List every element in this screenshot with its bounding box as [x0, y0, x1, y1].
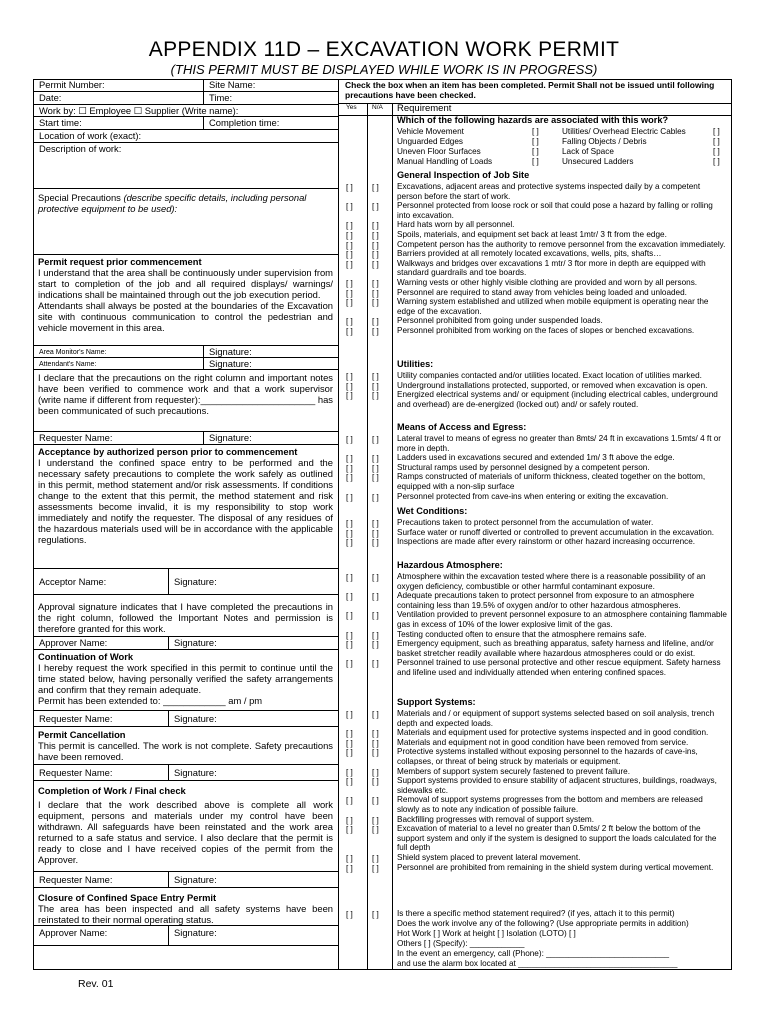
- yes-checkbox[interactable]: [ ]: [346, 738, 353, 748]
- general-requirement: Personnel prohibited from working on the faces of slopes or benched excavations.: [397, 326, 695, 335]
- yes-checkbox[interactable]: [ ]: [346, 372, 353, 381]
- completion-time-field[interactable]: Completion time:: [209, 117, 280, 128]
- hazard-item: Uneven Floor Surfaces: [397, 147, 481, 156]
- cancellation-text: This permit is cancelled. The work is not complete. Safety precautions have been removed.: [38, 740, 333, 762]
- date-row: [33, 92, 338, 105]
- closure-heading: Closure of Confined Space Entry Permit: [38, 892, 217, 903]
- na-checkbox[interactable]: [ ]: [372, 391, 379, 401]
- na-checkbox[interactable]: [ ]: [372, 640, 379, 650]
- access-requirement: Structural ramps used by personnel designed by a competent person.: [397, 462, 650, 472]
- na-checkbox[interactable]: [ ]: [372, 538, 379, 548]
- attendant-signature[interactable]: Signature:: [209, 358, 252, 369]
- support-requirement: Support systems provided to ensure stability of adjacent structures, buildings, roadways, sidewalks etc.: [397, 776, 717, 795]
- yes-checkbox[interactable]: [ ]: [346, 910, 353, 919]
- requester-signature-4[interactable]: Signature:: [174, 874, 217, 885]
- utilities-heading: Utilities:: [397, 359, 434, 369]
- acceptor-name-field[interactable]: Acceptor Name:: [39, 576, 107, 587]
- yes-checkbox[interactable]: [ ]: [346, 854, 353, 863]
- support-requirement: Materials and / or equipment of support systems selected based on soil analysis, trench depth and expected loads.: [397, 709, 715, 728]
- yes-checkbox[interactable]: [ ]: [346, 519, 353, 528]
- na-checkbox[interactable]: [ ]: [372, 528, 379, 538]
- na-column: [367, 103, 393, 970]
- yes-checkbox[interactable]: [ ]: [346, 573, 353, 582]
- yes-checkbox[interactable]: [ ]: [346, 640, 353, 650]
- atmosphere-requirement: Personnel trained to use personal protective and other rescue equipment. Safety harness and lifeline used and individually attended when entering confined spaces.: [397, 658, 721, 677]
- closure-text: The area has been inspected and all safety systems have been reinstated to their normal operating status.: [38, 903, 333, 925]
- yes-checkbox[interactable]: [ ]: [346, 473, 353, 483]
- special-precautions-label: Special Precautions: [38, 192, 124, 203]
- yes-checkbox[interactable]: [ ]: [346, 538, 353, 548]
- yes-checkbox[interactable]: [ ]: [346, 391, 353, 401]
- utilities-requirement: Energized electrical systems and/ or equipment (including electrical cables, underground and overhead) are de-energized (locked out) and/ or safely routed.: [397, 390, 718, 409]
- permit-number-row: [33, 79, 338, 92]
- permit-type-options[interactable]: Hot Work [ ] Work at height [ ] Isolation (LOTO) [ ]: [397, 929, 576, 938]
- na-checkbox[interactable]: [ ]: [372, 240, 379, 250]
- date-field[interactable]: Date:: [39, 92, 62, 103]
- others-specify-field[interactable]: Others [ ] (Specify): ____________: [397, 939, 525, 948]
- na-checkbox[interactable]: [ ]: [372, 854, 379, 863]
- wet-heading: Wet Conditions:: [397, 506, 468, 516]
- approver-name-field-1[interactable]: Approver Name:: [39, 637, 108, 648]
- access-requirement: Ladders used in excavations secured and extended 1m/ 3 ft above the edge.: [397, 453, 675, 463]
- na-checkbox[interactable]: [ ]: [372, 435, 379, 444]
- support-requirement: Backfilling progresses with removal of support system.: [397, 814, 595, 824]
- na-checkbox[interactable]: [ ]: [372, 910, 379, 919]
- support-heading: Support Systems:: [397, 697, 476, 707]
- na-checkbox[interactable]: [ ]: [372, 463, 379, 473]
- acceptance-section: [33, 445, 338, 569]
- area-monitor-signature[interactable]: Signature:: [209, 346, 252, 357]
- utilities-requirement: Underground installations protected, supported, or removed when excavation is open.: [397, 380, 708, 390]
- location-row: [33, 130, 338, 143]
- na-checkbox[interactable]: [ ]: [372, 710, 379, 719]
- approver-row-2: [33, 926, 338, 946]
- declare-text: I declare that the precautions on the right column and important notes have been verified to commence work and that a work supervisor (write name if different from requester):______________________ has been communicated of such precautions.: [38, 372, 333, 416]
- support-requirement: Excavation of material to a level no greater than 0.5mts/ 2 ft below the bottom of the support system and only if the system is designed to support the loads calculated for the full depth: [397, 824, 717, 853]
- general-requirement: Personnel protected from loose rock or soil that could pose a hazard by falling or rolling into excavation.: [397, 201, 713, 220]
- hazard-checkbox[interactable]: [ ]: [713, 127, 720, 136]
- extended-field[interactable]: Permit has been extended to: ____________ am / pm: [38, 695, 263, 706]
- cancellation-section: [33, 727, 338, 765]
- site-name-field[interactable]: Site Name:: [209, 79, 256, 90]
- requester-name-field-2[interactable]: Requester Name:: [39, 713, 113, 724]
- na-checkbox[interactable]: [ ]: [372, 259, 379, 269]
- yes-checkbox[interactable]: [ ]: [346, 815, 353, 825]
- yes-header: Yes: [346, 104, 357, 111]
- general-requirement: Barriers provided at all remotely located excavations, wells, pits, shafts…: [397, 249, 662, 259]
- support-requirement: Materials and equipment used for protective systems inspected and in good condition.: [397, 728, 709, 738]
- yes-checkbox[interactable]: [ ]: [346, 528, 353, 538]
- yes-checkbox[interactable]: [ ]: [346, 796, 353, 806]
- yes-checkbox[interactable]: [ ]: [346, 317, 353, 327]
- approver-signature-1[interactable]: Signature:: [174, 637, 217, 648]
- requester-row-3: [33, 765, 338, 781]
- acceptor-signature[interactable]: Signature:: [174, 576, 217, 587]
- na-checkbox[interactable]: [ ]: [372, 611, 379, 621]
- hazard-checkbox[interactable]: [ ]: [713, 157, 720, 166]
- na-checkbox[interactable]: [ ]: [372, 288, 379, 298]
- na-checkbox[interactable]: [ ]: [372, 738, 379, 748]
- general-requirement: Excavations, adjacent areas and protective systems inspected daily by a competent person before the start of work.: [397, 182, 701, 201]
- area-monitor-field[interactable]: Area Monitor's Name:: [39, 349, 107, 356]
- hazard-item: Utilities/ Overhead Electric Cables: [562, 127, 686, 136]
- alarm-box-field[interactable]: and use the alarm box located at ___________________________________: [397, 959, 678, 968]
- yes-checkbox[interactable]: [ ]: [346, 463, 353, 473]
- na-checkbox[interactable]: [ ]: [372, 231, 379, 240]
- requester-row-2: [33, 711, 338, 727]
- yes-checkbox[interactable]: [ ]: [346, 381, 353, 391]
- yes-checkbox[interactable]: [ ]: [346, 630, 353, 640]
- acceptance-heading: Acceptance by authorized person prior to commencement: [38, 446, 298, 457]
- emergency-phone-field[interactable]: In the event an emergency, call (Phone): ___________________________: [397, 949, 670, 958]
- general-requirement: Walkways and bridges over excavations 1 mtr/ 3 ftor more in depth are equipped with standard guardrails and toe boards.: [397, 258, 706, 278]
- requester-signature-1[interactable]: Signature:: [209, 432, 252, 443]
- hazard-item: Vehicle Movement: [397, 127, 464, 136]
- na-checkbox[interactable]: [ ]: [372, 327, 379, 336]
- hazards-heading: Which of the following hazards are associated with this work?: [397, 115, 669, 125]
- access-requirement: Lateral travel to means of egress no greater than 8mts/ 24 ft in excavations 1.5mts/ 4 ft or more in depth.: [397, 434, 722, 453]
- requester-signature-3[interactable]: Signature:: [174, 767, 217, 778]
- wet-requirement: Precautions taken to protect personnel from the accumulation of water.: [397, 518, 654, 527]
- yes-checkbox[interactable]: [ ]: [346, 592, 353, 602]
- hazard-item: Lack of Space: [562, 147, 614, 156]
- na-checkbox[interactable]: [ ]: [372, 796, 379, 806]
- na-checkbox[interactable]: [ ]: [372, 815, 379, 825]
- requester-row-4: [33, 872, 338, 888]
- yes-checkbox[interactable]: [ ]: [346, 454, 353, 464]
- approver-signature-2[interactable]: Signature:: [174, 927, 217, 938]
- closure-section: [33, 888, 338, 926]
- hazard-item: Falling Objects / Debris: [562, 137, 647, 146]
- permit-request-heading: Permit request prior commencement: [38, 256, 202, 267]
- acceptor-row: [33, 569, 338, 595]
- yes-checkbox[interactable]: [ ]: [346, 231, 353, 240]
- na-checkbox[interactable]: [ ]: [372, 202, 379, 212]
- special-precautions-row: [33, 189, 338, 255]
- permit-request-section: [33, 255, 338, 346]
- hazard-checkbox[interactable]: [ ]: [532, 137, 539, 146]
- attendant-row: [33, 358, 338, 370]
- na-checkbox[interactable]: [ ]: [372, 473, 379, 483]
- time-field[interactable]: Time:: [209, 92, 233, 103]
- work-by-field[interactable]: Work by: ☐ Employee ☐ Supplier (Write name):: [39, 105, 239, 116]
- acceptance-text: I understand the confined space entry to be performed and the necessary safety precautions to complete the work safely as outlined in this permit, method statement and/or risk assessments. If conditions change to the extent that this permit, the method statement and risk assessments become invalid, it is my responsibility to stop work immediately and notify the requester. The disposal of any residues of the hazardous materials used will be in accordance with the applicable regulations.: [38, 457, 333, 545]
- attendant-field[interactable]: Attendant's Name:: [39, 361, 97, 368]
- support-requirement: Personnel are prohibited from remaining in the shield system during vertical movement.: [397, 862, 714, 872]
- yes-checkbox[interactable]: [ ]: [346, 327, 353, 336]
- yes-checkbox[interactable]: [ ]: [346, 659, 353, 669]
- page-subtitle: (THIS PERMIT MUST BE DISPLAYED WHILE WORK IS IN PROGRESS): [170, 62, 598, 77]
- continuation-section: [33, 650, 338, 711]
- approver-name-field-2[interactable]: Approver Name:: [39, 927, 108, 938]
- yes-checkbox[interactable]: [ ]: [346, 710, 353, 719]
- yes-checkbox[interactable]: [ ]: [346, 611, 353, 621]
- requester-name-field-4[interactable]: Requester Name:: [39, 874, 113, 885]
- continuation-heading: Continuation of Work: [38, 651, 134, 662]
- requester-name-field-3[interactable]: Requester Name:: [39, 767, 113, 778]
- hazard-checkbox[interactable]: [ ]: [532, 157, 539, 166]
- wet-requirement: Surface water or runoff diverted or controlled to prevent accumulation in the excavation.: [397, 527, 715, 537]
- general-requirement: Warning system established and utilized when mobile equipment is operating near the edge of the excavation.: [397, 297, 709, 316]
- yes-checkbox[interactable]: [ ]: [346, 748, 353, 758]
- na-checkbox[interactable]: [ ]: [372, 630, 379, 640]
- yes-checkbox[interactable]: [ ]: [346, 435, 353, 444]
- na-checkbox[interactable]: [ ]: [372, 659, 379, 669]
- hazard-item: Unguarded Edges: [397, 137, 464, 146]
- check-instructions: Check the box when an item has been completed. Permit Shall not be issued until following precautions have been checked.: [345, 80, 715, 100]
- yes-checkbox[interactable]: [ ]: [346, 288, 353, 298]
- yes-checkbox[interactable]: [ ]: [346, 279, 353, 288]
- completion-text: I declare that the work described above is complete all work equipment, persons and materials under my control have been withdrawn. All safeguards have been reinstated and the work area returned to a safe status and service. I also declare that the permit is ready to close and I have received copies of the permit from the Approver.: [38, 799, 333, 865]
- access-requirement: Ramps constructed of materials of uniform thickness, cleated together on the bottom, equipped with a non-slip surface: [397, 472, 706, 491]
- requester-name-field-1[interactable]: Requester Name:: [39, 432, 113, 443]
- na-checkbox[interactable]: [ ]: [372, 767, 379, 777]
- access-requirement: Personnel protected from cave-ins when entering or exiting the excavation.: [397, 491, 669, 501]
- yes-checkbox[interactable]: [ ]: [346, 863, 353, 873]
- na-checkbox[interactable]: [ ]: [372, 492, 379, 502]
- utilities-requirement: Utility companies contacted and/or utilities located. Exact location of utilities marked.: [397, 371, 702, 380]
- yes-checkbox[interactable]: [ ]: [346, 729, 353, 739]
- atmosphere-requirement: Adequate precautions taken to protect personnel from exposure to an atmosphere containing less than 19.5% of oxygen and/or to other hazardous atmospheres.: [397, 591, 695, 610]
- na-checkbox[interactable]: [ ]: [372, 863, 379, 873]
- yes-checkbox[interactable]: [ ]: [346, 492, 353, 502]
- cancellation-heading: Permit Cancellation: [38, 729, 126, 740]
- na-checkbox[interactable]: [ ]: [372, 317, 379, 327]
- yes-checkbox[interactable]: [ ]: [346, 202, 353, 212]
- work-by-row: [33, 105, 338, 117]
- location-field[interactable]: Location of work (exact):: [39, 130, 142, 141]
- na-checkbox[interactable]: [ ]: [372, 825, 379, 835]
- start-time-row: [33, 117, 338, 130]
- page-title: APPENDIX 11D – EXCAVATION WORK PERMIT: [148, 38, 620, 61]
- hazard-item: Unsecured Ladders: [562, 157, 634, 166]
- na-checkbox[interactable]: [ ]: [372, 221, 379, 231]
- permit-request-text-1: I understand that the area shall be continuously under supervision from start to completion of the job and all required displays/ warnings/ indications shall be maintained through out the job execution period.: [38, 267, 333, 300]
- access-heading: Means of Access and Egress:: [397, 422, 527, 432]
- hazard-checkbox[interactable]: [ ]: [713, 147, 720, 156]
- support-requirement: Members of support system securely fastened to prevent failure.: [397, 766, 630, 776]
- general-requirement: Warning vests or other highly visible clothing are provided and worn by all persons.: [397, 278, 698, 287]
- yes-checkbox[interactable]: [ ]: [346, 221, 353, 231]
- continuation-text: I hereby request the work specified in this permit to continue until the time stated below, having personally verified the safety arrangements and confirm that they remain adequate.: [38, 662, 333, 695]
- atmosphere-requirement: Atmosphere within the excavation tested where there is a reasonable possibility of an oxygen deficiency, combustible or other harmful contaminant exposure.: [397, 572, 706, 591]
- wet-requirement: Inspections are made after every rainstorm or other hazard increasing occurrence.: [397, 537, 696, 547]
- requester-row-1: [33, 432, 338, 445]
- na-header: N/A: [372, 104, 383, 111]
- yes-checkbox[interactable]: [ ]: [346, 777, 353, 787]
- yes-checkbox[interactable]: [ ]: [346, 298, 353, 308]
- na-checkbox[interactable]: [ ]: [372, 573, 379, 582]
- atmosphere-heading: Hazardous Atmosphere:: [397, 560, 503, 570]
- yes-checkbox[interactable]: [ ]: [346, 250, 353, 260]
- permit-number-field[interactable]: Permit Number:: [39, 79, 105, 90]
- revision-label: Rev. 01: [78, 978, 114, 990]
- right-column: [339, 79, 732, 970]
- na-checkbox[interactable]: [ ]: [372, 279, 379, 288]
- general-requirement: Hard hats worn by all personnel.: [397, 220, 515, 230]
- na-checkbox[interactable]: [ ]: [372, 250, 379, 260]
- permit-request-text-2: Attendants shall always be posted at the boundaries of the Excavation site with continuous communication to control the pedestrian and vehicle movement in this area.: [38, 300, 333, 333]
- general-requirement: Competent person has the authority to remove personnel from the excavation immediately.: [397, 239, 726, 249]
- area-monitor-row: [33, 346, 338, 358]
- atmosphere-requirement: Emergency equipment, such as breathing apparatus, safety harness and lifeline, and/or basket stretcher readily available where hazardous atmospheres could or do exist.: [397, 639, 714, 658]
- support-requirement: Removal of support systems progresses from the bottom and members are released slowly as to note any indication of possible failure.: [397, 795, 703, 814]
- na-checkbox[interactable]: [ ]: [372, 777, 379, 787]
- support-requirement: Materials and equipment not in good condition have been removed from service.: [397, 737, 689, 747]
- yes-column: [339, 103, 368, 970]
- na-checkbox[interactable]: [ ]: [372, 454, 379, 464]
- general-heading: General Inspection of Job Site: [397, 170, 530, 180]
- description-field[interactable]: Description of work:: [39, 143, 122, 154]
- general-requirement: Spoils, materials, and equipment set back at least 1mtr/ 3 ft from the edge.: [397, 230, 667, 239]
- yes-checkbox[interactable]: [ ]: [346, 259, 353, 269]
- support-requirement: Protective systems installed without exposing personnel to the hazards of cave-ins, collapses, or threat of being struck by materials or equipment.: [397, 747, 698, 766]
- completion-heading: Completion of Work / Final check: [38, 785, 186, 796]
- atmosphere-requirement: Testing conducted often to ensure that the atmosphere remains safe.: [397, 629, 647, 639]
- declare-section: [33, 370, 338, 432]
- hazard-checkbox[interactable]: [ ]: [532, 127, 539, 136]
- hazard-item: Manual Handling of Loads: [397, 157, 493, 166]
- yes-checkbox[interactable]: [ ]: [346, 240, 353, 250]
- na-checkbox[interactable]: [ ]: [372, 519, 379, 528]
- na-checkbox[interactable]: [ ]: [372, 298, 379, 308]
- na-checkbox[interactable]: [ ]: [372, 372, 379, 381]
- approval-text: Approval signature indicates that I have completed the precautions in the right column, followed the Important Notes and permission is therefore granted for this work.: [38, 601, 333, 634]
- special-precautions-note: (describe specific details, including personal protective equipment to be used):: [38, 192, 307, 214]
- requirement-header: Requirement: [397, 103, 452, 114]
- requester-signature-2[interactable]: Signature:: [174, 713, 217, 724]
- na-checkbox[interactable]: [ ]: [372, 592, 379, 602]
- approval-section: [33, 595, 338, 637]
- other-permits-question: Does the work involve any of the following? (Use appropriate permits in addition): [397, 919, 689, 928]
- description-row: [33, 143, 338, 189]
- yes-checkbox[interactable]: [ ]: [346, 825, 353, 835]
- na-checkbox[interactable]: [ ]: [372, 748, 379, 758]
- completion-section: [33, 781, 338, 872]
- start-time-field[interactable]: Start time:: [39, 117, 82, 128]
- na-checkbox[interactable]: [ ]: [372, 183, 379, 192]
- support-requirement: Shield system placed to prevent lateral movement.: [397, 853, 581, 862]
- general-requirement: Personnel prohibited from going under suspended loads.: [397, 316, 603, 326]
- yes-checkbox[interactable]: [ ]: [346, 183, 353, 192]
- general-requirement: Personnel are required to stand away from vehicles being loaded and unloaded.: [397, 287, 687, 297]
- hazard-checkbox[interactable]: [ ]: [713, 137, 720, 146]
- left-column: [33, 79, 339, 970]
- yes-checkbox[interactable]: [ ]: [346, 767, 353, 777]
- hazard-checkbox[interactable]: [ ]: [532, 147, 539, 156]
- atmosphere-requirement: Ventilation provided to prevent personnel exposure to an atmosphere containing flammable gas in excess of 10% of the lower explosive limit of the gas.: [397, 610, 727, 629]
- na-checkbox[interactable]: [ ]: [372, 729, 379, 739]
- na-checkbox[interactable]: [ ]: [372, 381, 379, 391]
- approver-row-1: [33, 637, 338, 650]
- method-statement-requirement: Is there a specific method statement required? (if yes, attach it to this permit): [397, 909, 675, 918]
